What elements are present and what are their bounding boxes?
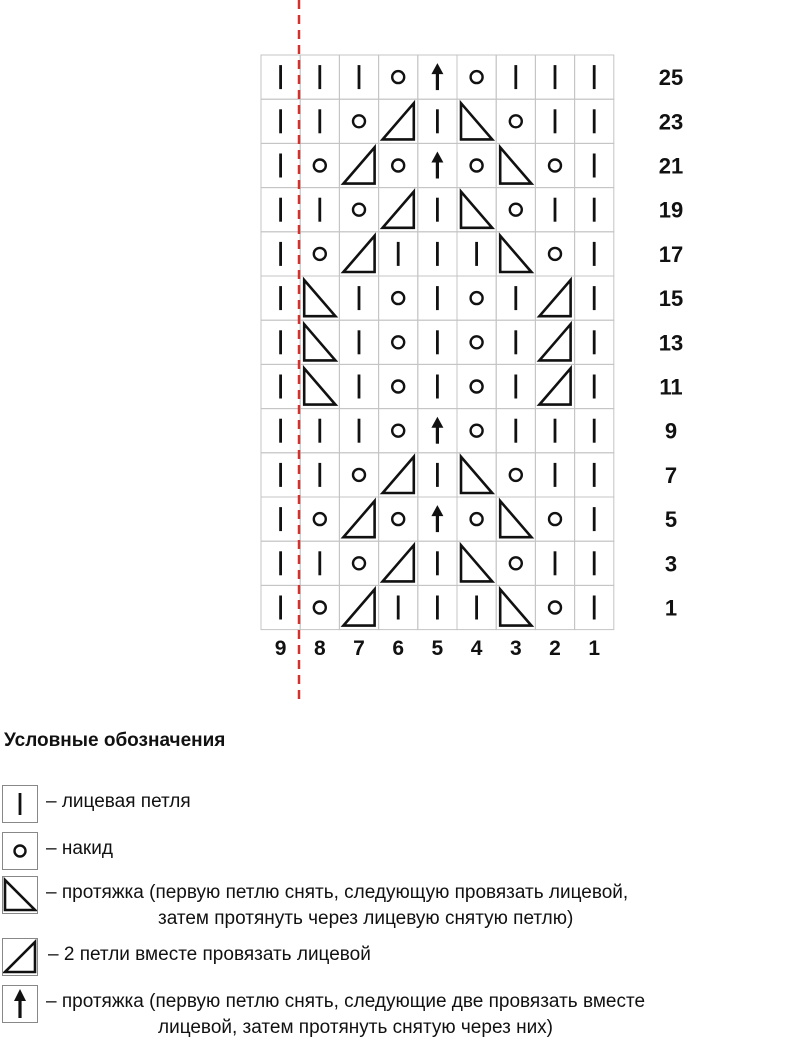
knit-two-together-icon xyxy=(539,324,570,360)
central-double-decrease-icon xyxy=(2,985,38,1023)
yarn-over-icon xyxy=(510,469,522,481)
grid-cell xyxy=(496,541,535,585)
yarn-over-icon xyxy=(353,469,365,481)
yarn-over-icon xyxy=(471,160,483,172)
grid-cell xyxy=(339,541,378,585)
grid-cell xyxy=(496,188,535,232)
yarn-over-icon xyxy=(353,557,365,569)
yarn-over-icon xyxy=(314,248,326,260)
grid-cell xyxy=(457,55,496,99)
knit-two-together-icon xyxy=(2,938,38,976)
knit-two-together-icon xyxy=(383,457,414,493)
grid-cell xyxy=(379,364,418,408)
slip-slip-knit-icon xyxy=(461,103,492,139)
grid-cell xyxy=(379,497,418,541)
legend-text-line: – накид xyxy=(46,838,113,859)
grid-cell xyxy=(339,99,378,143)
yarn-over-icon xyxy=(471,425,483,437)
column-label: 7 xyxy=(353,637,365,660)
row-label: 19 xyxy=(658,197,684,223)
central-double-decrease-icon xyxy=(431,63,443,90)
yarn-over-icon xyxy=(392,425,404,437)
legend-text-line: – лицевая петля xyxy=(46,791,191,812)
yarn-over-icon xyxy=(314,160,326,172)
yarn-over-icon xyxy=(392,513,404,525)
row-label: 15 xyxy=(658,286,684,312)
yarn-over-icon xyxy=(392,160,404,172)
row-label: 11 xyxy=(659,374,683,400)
row-label: 9 xyxy=(664,418,678,444)
slip-slip-knit-icon xyxy=(2,876,38,914)
grid-cell xyxy=(535,143,574,187)
slip-slip-knit-icon xyxy=(304,324,335,360)
row-label: 23 xyxy=(658,109,684,135)
yarn-over-icon xyxy=(471,292,483,304)
legend-item-text xyxy=(48,942,371,968)
column-label: 3 xyxy=(509,637,522,660)
grid-cell xyxy=(457,497,496,541)
yarn-over-icon xyxy=(471,336,483,348)
grid-cell xyxy=(379,409,418,453)
legend-item-text xyxy=(46,789,191,815)
grid-cell xyxy=(457,320,496,364)
column-label: 5 xyxy=(431,637,444,660)
knit-two-together-icon xyxy=(539,280,570,316)
grid-cell xyxy=(496,99,535,143)
knit-two-together-icon xyxy=(383,192,414,228)
row-label: 1 xyxy=(664,595,678,621)
column-label: 9 xyxy=(274,637,287,660)
slip-slip-knit-icon xyxy=(500,236,531,272)
row-label: 25 xyxy=(658,65,684,91)
knit-two-together-icon xyxy=(343,236,374,272)
legend-text-line: лицевой, затем протянуть снятую через них) xyxy=(158,1017,554,1038)
grid-cell xyxy=(535,497,574,541)
grid-cell xyxy=(300,497,339,541)
grid-cell xyxy=(457,409,496,453)
column-label: 1 xyxy=(588,637,601,660)
row-label: 13 xyxy=(658,330,684,356)
legend-title: Условные обозначения xyxy=(4,730,226,751)
knit-two-together-icon xyxy=(383,103,414,139)
yarn-over-icon xyxy=(510,115,522,127)
yarn-over-icon xyxy=(549,160,561,172)
row-label: 21 xyxy=(658,153,684,179)
grid-cell xyxy=(457,276,496,320)
knit-stitch-icon xyxy=(2,785,38,823)
yarn-over-icon xyxy=(471,381,483,393)
central-double-decrease-icon xyxy=(431,417,443,444)
yarn-over-icon xyxy=(549,248,561,260)
knit-two-together-icon xyxy=(343,501,374,537)
yarn-over-icon xyxy=(510,557,522,569)
slip-slip-knit-icon xyxy=(500,147,531,183)
grid-cell xyxy=(379,320,418,364)
column-label: 4 xyxy=(470,637,483,660)
yarn-over-icon xyxy=(549,602,561,614)
slip-slip-knit-icon xyxy=(304,368,335,404)
legend-item-text xyxy=(46,880,628,932)
yarn-over-icon xyxy=(549,513,561,525)
grid-cell xyxy=(300,232,339,276)
slip-slip-knit-icon xyxy=(461,545,492,581)
legend-item-text xyxy=(46,836,113,862)
grid-cell xyxy=(300,143,339,187)
row-label: 7 xyxy=(664,462,678,488)
yarn-over-icon xyxy=(510,204,522,216)
yarn-over-icon xyxy=(353,204,365,216)
grid-cell xyxy=(379,143,418,187)
grid-cell xyxy=(339,188,378,232)
grid-cell xyxy=(457,364,496,408)
yarn-over-icon xyxy=(314,513,326,525)
yarn-over-icon xyxy=(314,602,326,614)
row-label: 17 xyxy=(658,241,684,267)
grid-cell xyxy=(535,232,574,276)
knit-two-together-icon xyxy=(343,589,374,625)
yarn-over-icon xyxy=(471,71,483,83)
yarn-over-icon xyxy=(392,292,404,304)
column-label: 6 xyxy=(392,637,405,660)
yarn-over-icon xyxy=(392,71,404,83)
knit-two-together-icon xyxy=(383,545,414,581)
legend-text-line: – протяжка (первую петлю снять, следующие две провязать вместе xyxy=(46,991,646,1012)
slip-slip-knit-icon xyxy=(304,280,335,316)
knit-two-together-icon xyxy=(343,147,374,183)
slip-slip-knit-icon xyxy=(500,501,531,537)
grid-cell xyxy=(379,55,418,99)
yarn-over-icon xyxy=(392,336,404,348)
grid-cell xyxy=(457,143,496,187)
legend-text-line: – 2 петли вместе провязать лицевой xyxy=(48,944,371,965)
grid-cell xyxy=(535,585,574,629)
legend-item-text xyxy=(46,989,645,1041)
column-label: 2 xyxy=(549,637,561,660)
slip-slip-knit-icon xyxy=(461,192,492,228)
yarn-over-icon xyxy=(353,115,365,127)
knit-two-together-icon xyxy=(539,368,570,404)
grid-cell xyxy=(339,453,378,497)
row-label: 5 xyxy=(664,507,678,533)
grid-cell xyxy=(496,453,535,497)
slip-slip-knit-icon xyxy=(500,589,531,625)
row-label: 3 xyxy=(664,551,678,577)
grid-cell xyxy=(300,585,339,629)
central-double-decrease-icon xyxy=(431,505,443,532)
yarn-over-icon xyxy=(471,513,483,525)
grid-cell xyxy=(379,276,418,320)
column-label: 8 xyxy=(313,637,326,660)
yarn-over-icon xyxy=(392,381,404,393)
central-double-decrease-icon xyxy=(431,152,443,179)
legend-text-line: затем протянуть через лицевую снятую петлю) xyxy=(158,908,574,929)
legend-text-line: – протяжка (первую петлю снять, следующую провязать лицевой, xyxy=(46,882,629,903)
yarn-over-icon xyxy=(2,832,38,870)
slip-slip-knit-icon xyxy=(461,457,492,493)
